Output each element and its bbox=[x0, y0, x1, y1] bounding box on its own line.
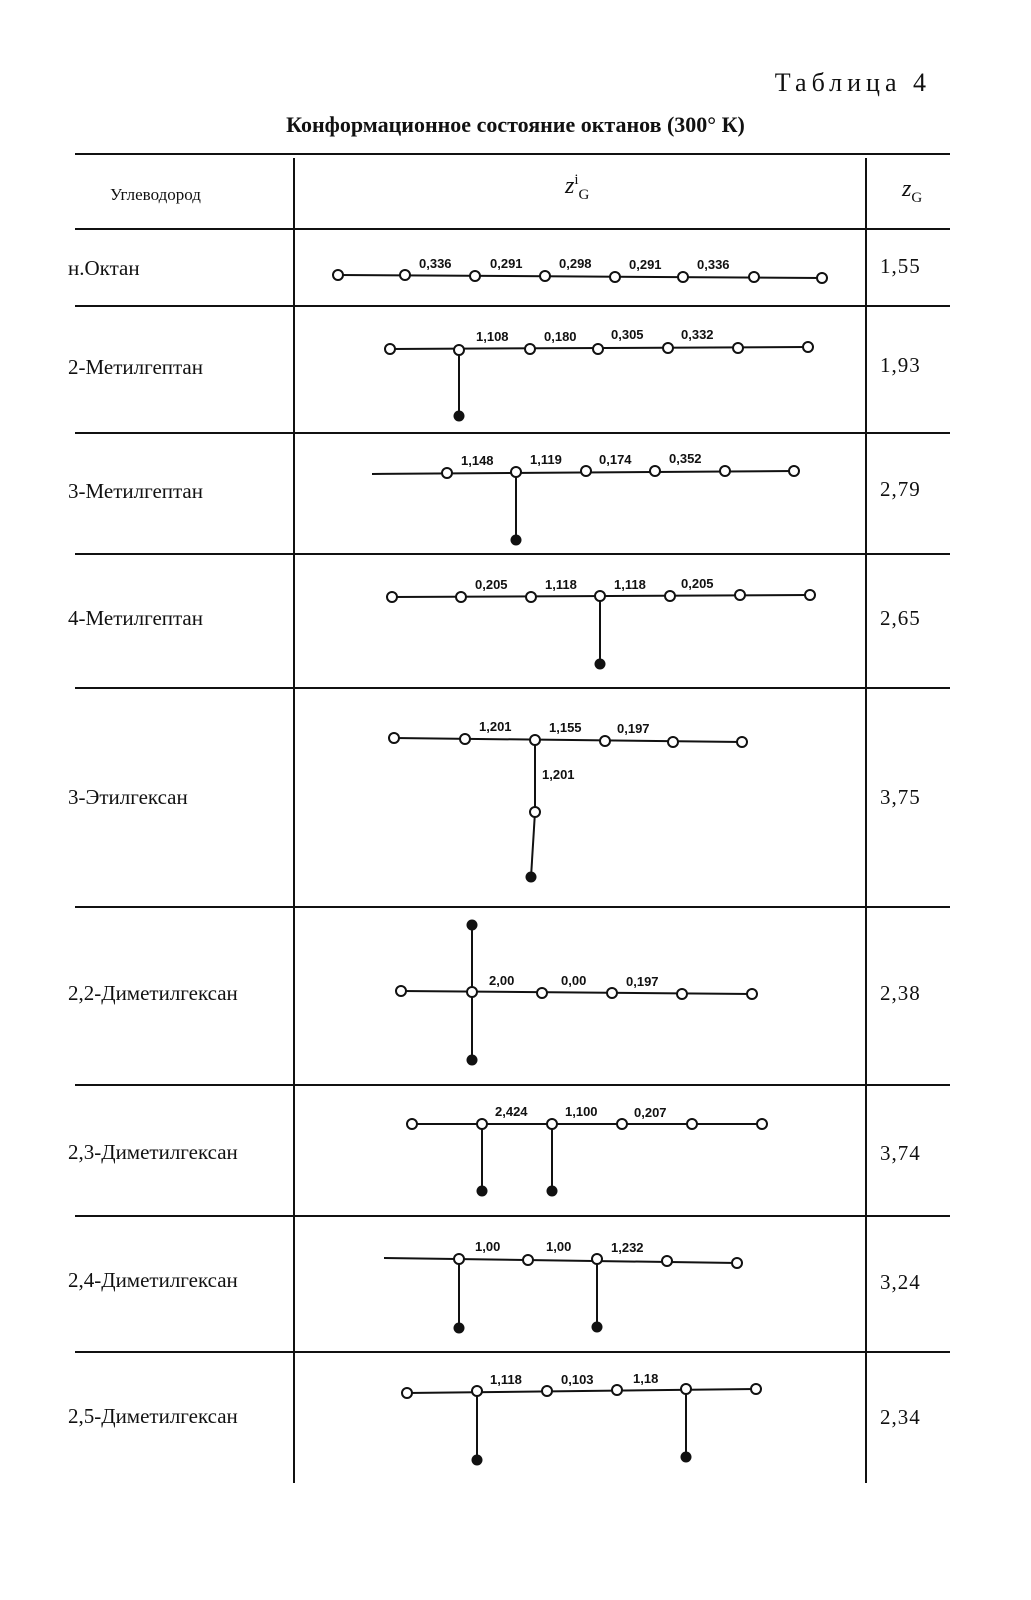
bond-value: 1,100 bbox=[565, 1104, 598, 1119]
row-name: 3-Метилгептан bbox=[68, 479, 203, 503]
bond-value: 0,291 bbox=[629, 257, 662, 272]
row-zg-value: 2,65 bbox=[880, 606, 921, 630]
carbon-atom bbox=[460, 734, 470, 744]
carbon-atom bbox=[735, 590, 745, 600]
ethyl-branch bbox=[531, 812, 535, 877]
bond-value: 1,00 bbox=[475, 1239, 501, 1254]
carbon-chain bbox=[407, 1389, 756, 1393]
row-zg-value: 1,55 bbox=[880, 254, 921, 278]
carbon-atom bbox=[542, 1386, 552, 1396]
terminal-carbon-atom bbox=[467, 920, 478, 931]
row-name: 2,3-Диметилгексан bbox=[68, 1140, 238, 1164]
terminal-carbon-atom bbox=[477, 1186, 488, 1197]
carbon-atom bbox=[402, 1388, 412, 1398]
carbon-atom bbox=[681, 1384, 691, 1394]
row-name: 2,2-Диметилгексан bbox=[68, 981, 238, 1005]
carbon-atom bbox=[650, 466, 660, 476]
bond-value: 1,201 bbox=[542, 767, 575, 782]
carbon-atom bbox=[747, 989, 757, 999]
carbon-atom bbox=[523, 1255, 533, 1265]
carbon-atom bbox=[540, 271, 550, 281]
bond-value: 2,424 bbox=[495, 1104, 528, 1119]
terminal-carbon-atom bbox=[681, 1452, 692, 1463]
carbon-atom bbox=[720, 466, 730, 476]
bond-value: 0,00 bbox=[561, 973, 587, 988]
bond-value: 2,00 bbox=[489, 973, 515, 988]
terminal-carbon-atom bbox=[454, 1323, 465, 1334]
carbon-atom bbox=[477, 1119, 487, 1129]
carbon-atom bbox=[687, 1119, 697, 1129]
row-name: 2-Метилгептан bbox=[68, 355, 203, 379]
carbon-atom bbox=[757, 1119, 767, 1129]
terminal-carbon-atom bbox=[592, 1322, 603, 1333]
table-caption: Таблица 4 bbox=[774, 68, 931, 97]
bond-value: 1,155 bbox=[549, 720, 582, 735]
bond-value: 1,118 bbox=[490, 1372, 522, 1387]
terminal-carbon-atom bbox=[595, 659, 606, 670]
carbon-atom bbox=[547, 1119, 557, 1129]
carbon-atom bbox=[526, 592, 536, 602]
row-name: 4-Метилгептан bbox=[68, 606, 203, 630]
row-name: 2,5-Диметилгексан bbox=[68, 1404, 238, 1428]
bond-value: 0,174 bbox=[599, 452, 632, 467]
bond-value: 1,232 bbox=[611, 1240, 644, 1255]
carbon-atom bbox=[387, 592, 397, 602]
bond-value: 1,118 bbox=[545, 577, 577, 592]
bond-value: 1,118 bbox=[614, 577, 646, 592]
bond-value: 1,18 bbox=[633, 1371, 659, 1386]
row-zg-value: 3,74 bbox=[880, 1141, 921, 1165]
terminal-carbon-atom bbox=[472, 1455, 483, 1466]
carbon-atom bbox=[396, 986, 406, 996]
header-zg: $z_G$ bbox=[902, 176, 923, 206]
carbon-atom bbox=[595, 591, 605, 601]
carbon-atom bbox=[737, 737, 747, 747]
bond-value: 1,119 bbox=[530, 452, 562, 467]
bond-value: 1,108 bbox=[476, 329, 509, 344]
bond-value: 0,332 bbox=[681, 327, 714, 342]
carbon-atom bbox=[733, 343, 743, 353]
bond-value: 0,352 bbox=[669, 451, 702, 466]
bond-value: 0,336 bbox=[697, 257, 730, 272]
bond-value: 0,197 bbox=[617, 721, 650, 736]
carbon-atom bbox=[612, 1385, 622, 1395]
carbon-atom bbox=[617, 1119, 627, 1129]
table-title: Конформационное состояние октанов (300° К) bbox=[286, 112, 745, 137]
carbon-atom bbox=[592, 1254, 602, 1264]
carbon-atom bbox=[677, 989, 687, 999]
bond-value: 0,205 bbox=[681, 576, 714, 591]
carbon-atom bbox=[470, 271, 480, 281]
carbon-atom bbox=[663, 343, 673, 353]
carbon-atom bbox=[817, 273, 827, 283]
terminal-carbon-atom bbox=[547, 1186, 558, 1197]
header-zi: $z^i_G$ bbox=[565, 172, 590, 203]
bond-value: 1,201 bbox=[479, 719, 512, 734]
carbon-atom bbox=[530, 807, 540, 817]
bond-value: 0,305 bbox=[611, 327, 644, 342]
row-zg-value: 3,75 bbox=[880, 785, 921, 809]
carbon-chain bbox=[384, 1258, 737, 1263]
carbon-atom bbox=[385, 344, 395, 354]
carbon-atom bbox=[668, 737, 678, 747]
bond-value: 0,205 bbox=[475, 577, 508, 592]
carbon-atom bbox=[530, 735, 540, 745]
carbon-atom bbox=[442, 468, 452, 478]
carbon-atom bbox=[751, 1384, 761, 1394]
carbon-atom bbox=[454, 345, 464, 355]
carbon-atom bbox=[803, 342, 813, 352]
bond-value: 0,197 bbox=[626, 974, 659, 989]
carbon-atom bbox=[456, 592, 466, 602]
bond-value: 0,291 bbox=[490, 256, 523, 271]
carbon-atom bbox=[537, 988, 547, 998]
terminal-carbon-atom bbox=[454, 411, 465, 422]
carbon-atom bbox=[665, 591, 675, 601]
carbon-atom bbox=[525, 344, 535, 354]
carbon-chain bbox=[394, 738, 742, 742]
carbon-atom bbox=[610, 272, 620, 282]
carbon-atom bbox=[678, 272, 688, 282]
carbon-atom bbox=[732, 1258, 742, 1268]
bond-value: 0,207 bbox=[634, 1105, 667, 1120]
terminal-carbon-atom bbox=[467, 1055, 478, 1066]
carbon-atom bbox=[454, 1254, 464, 1264]
carbon-atom bbox=[400, 270, 410, 280]
carbon-atom bbox=[789, 466, 799, 476]
bond-value: 0,180 bbox=[544, 329, 577, 344]
carbon-atom bbox=[593, 344, 603, 354]
carbon-atom bbox=[407, 1119, 417, 1129]
bond-value: 1,00 bbox=[546, 1239, 572, 1254]
row-zg-value: 2,38 bbox=[880, 981, 921, 1005]
bond-value: 0,336 bbox=[419, 256, 452, 271]
bond-value: 0,103 bbox=[561, 1372, 594, 1387]
carbon-atom bbox=[805, 590, 815, 600]
bond-value: 0,298 bbox=[559, 256, 592, 271]
terminal-carbon-atom bbox=[526, 872, 537, 883]
row-zg-value: 1,93 bbox=[880, 353, 921, 377]
header-hydrocarbon: Углеводород bbox=[110, 185, 201, 204]
row-name: 3-Этилгексан bbox=[68, 785, 188, 809]
carbon-atom bbox=[389, 733, 399, 743]
carbon-atom bbox=[581, 466, 591, 476]
row-zg-value: 3,24 bbox=[880, 1270, 921, 1294]
carbon-atom bbox=[600, 736, 610, 746]
row-zg-value: 2,79 bbox=[880, 477, 921, 501]
carbon-atom bbox=[472, 1386, 482, 1396]
carbon-atom bbox=[333, 270, 343, 280]
terminal-carbon-atom bbox=[511, 535, 522, 546]
carbon-atom bbox=[511, 467, 521, 477]
row-name: н.Октан bbox=[68, 256, 140, 280]
carbon-atom bbox=[662, 1256, 672, 1266]
carbon-chain bbox=[401, 991, 752, 994]
row-zg-value: 2,34 bbox=[880, 1405, 921, 1429]
carbon-atom bbox=[607, 988, 617, 998]
bond-value: 1,148 bbox=[461, 453, 494, 468]
carbon-atom bbox=[749, 272, 759, 282]
row-name: 2,4-Диметилгексан bbox=[68, 1268, 238, 1292]
carbon-atom bbox=[467, 987, 477, 997]
